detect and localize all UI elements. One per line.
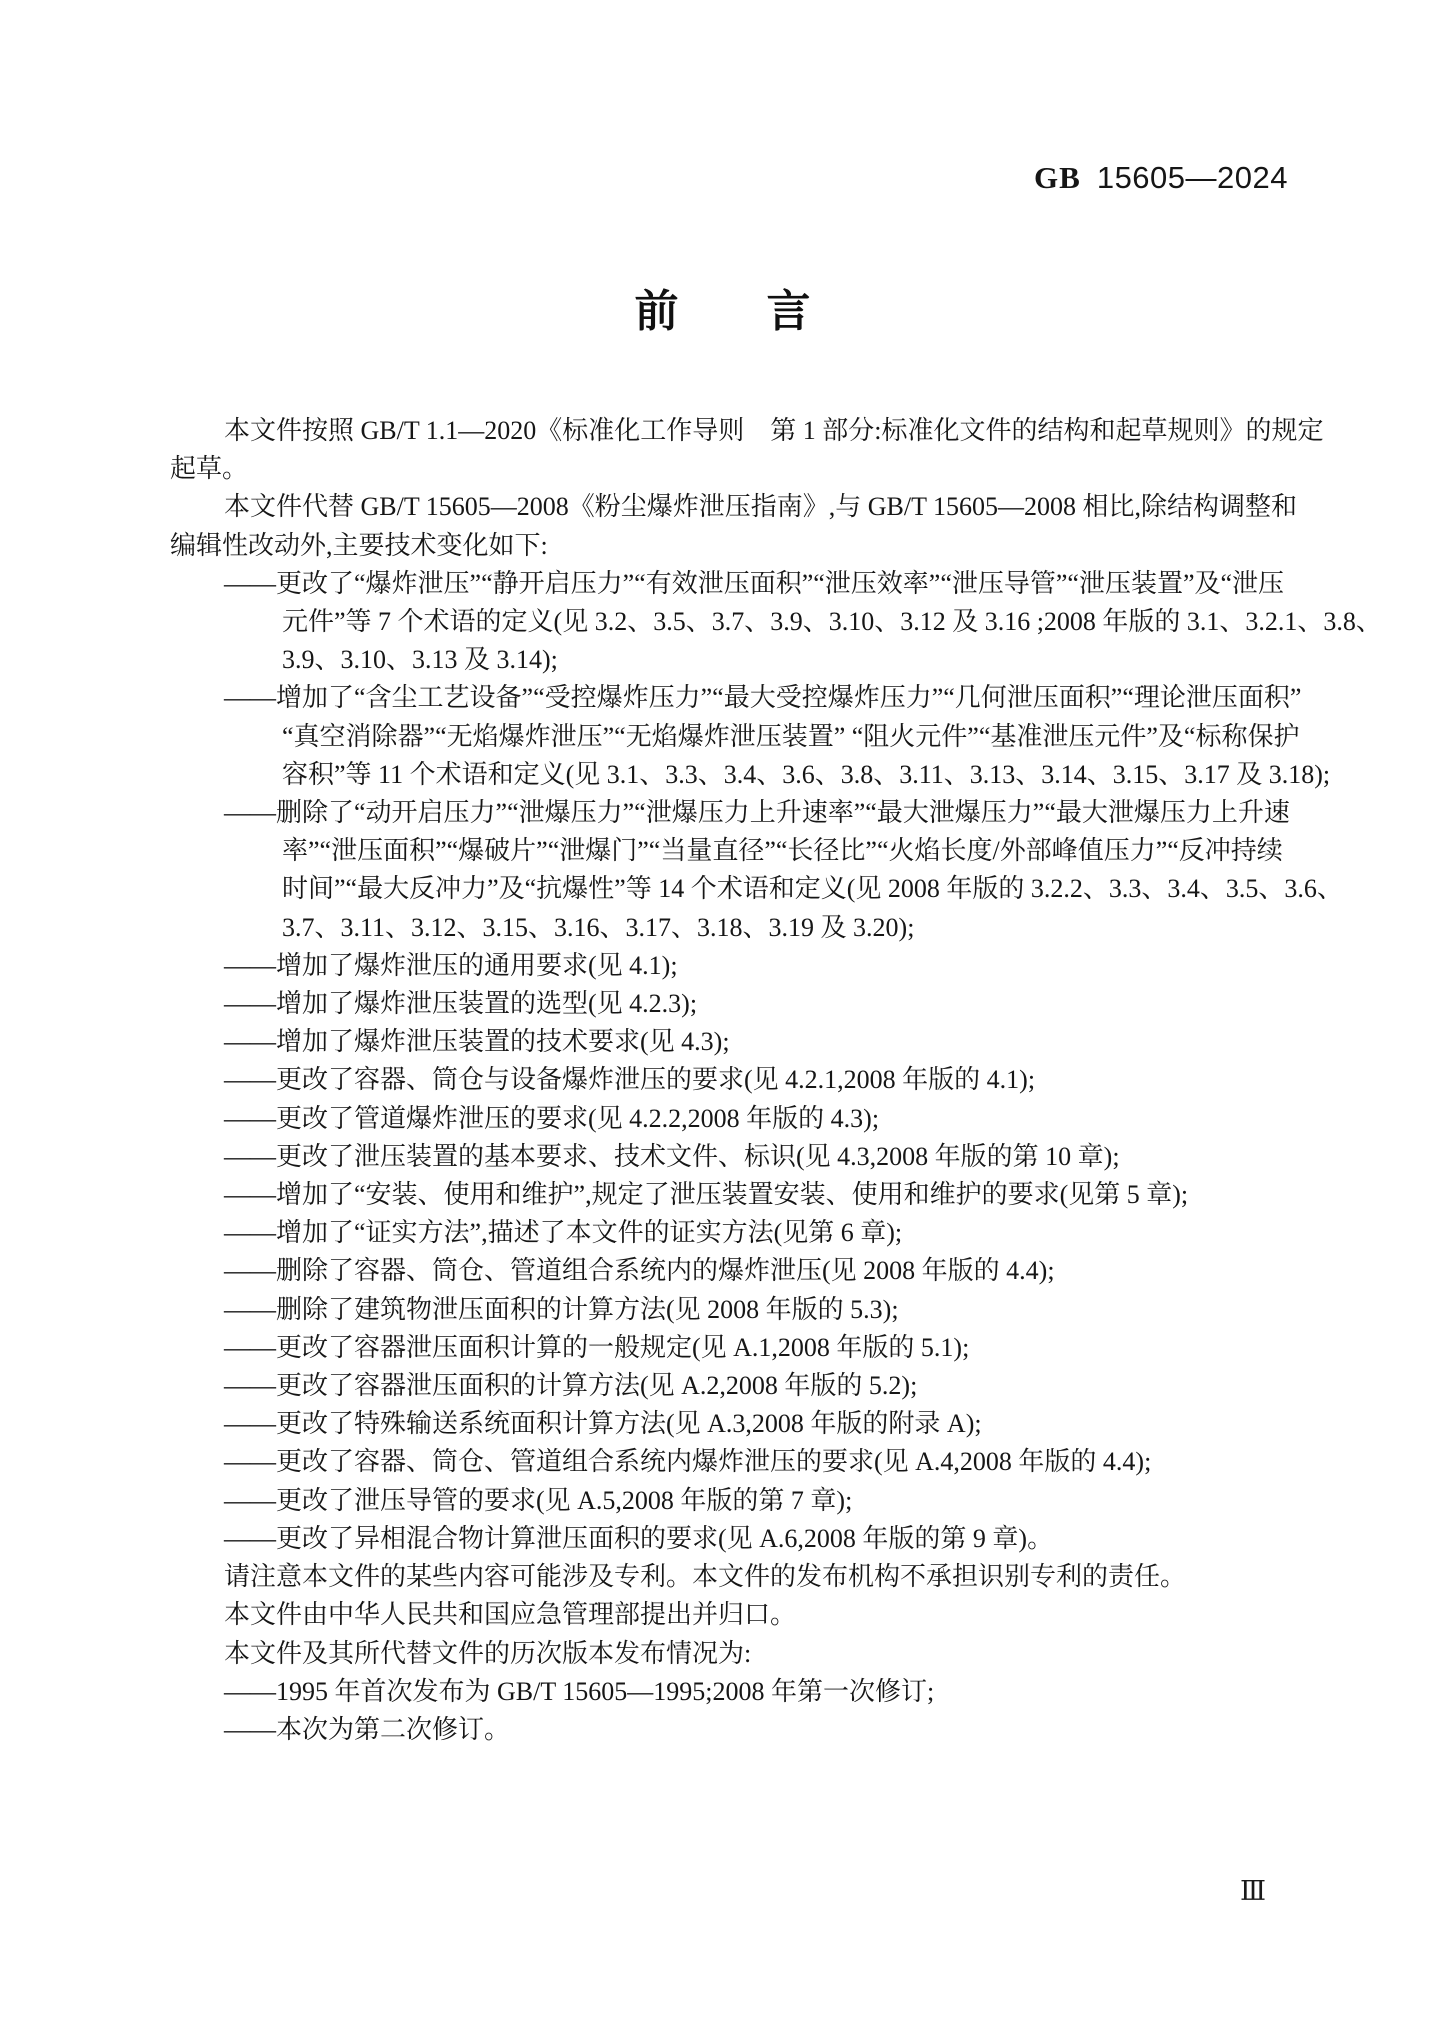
text-line: 3.7、3.11、3.12、3.15、3.16、3.17、3.18、3.19 及 3.20);	[282, 912, 915, 942]
text-line: 本文件及其所代替文件的历次版本发布情况为:	[224, 1638, 752, 1668]
standard-number-header	[1034, 160, 1288, 196]
text-line: 编辑性改动外,主要技术变化如下:	[170, 530, 548, 560]
text-line: ——更改了异相混合物计算泄压面积的要求(见 A.6,2008 年版的第 9 章)。	[224, 1523, 1054, 1553]
text-line: ——1995 年首次发布为 GB/T 15605—1995;2008 年第一次修订;	[224, 1676, 935, 1706]
text-line: ——删除了容器、筒仓、管道组合系统内的爆炸泄压(见 2008 年版的 4.4);	[224, 1256, 1055, 1286]
text-line: 3.9、3.10、3.13 及 3.14);	[282, 645, 558, 675]
document-body	[170, 412, 1382, 1749]
standard-code: GB	[1034, 160, 1081, 195]
text-line: ——更改了容器、筒仓、管道组合系统内爆炸泄压的要求(见 A.4,2008 年版的 4.4);	[224, 1447, 1152, 1477]
text-line: ——增加了爆炸泄压的通用要求(见 4.1);	[224, 950, 678, 980]
text-line: 本文件按照 GB/T 1.1—2020《标准化工作导则 第 1 部分:标准化文件的结构和起草规则》的规定	[224, 416, 1324, 445]
page-number: Ⅲ	[1240, 1876, 1267, 1906]
text-line: 容积”等 11 个术语和定义(见 3.1、3.3、3.4、3.6、3.8、3.11、3.13、3.14、3.15、3.17 及 3.18);	[282, 759, 1331, 789]
text-line: 时间”“最大反冲力”及“抗爆性”等 14 个术语和定义(见 2008 年版的 3.2.2、3.3、3.4、3.5、3.6、	[282, 874, 1343, 904]
text-line: ——更改了容器、筒仓与设备爆炸泄压的要求(见 4.2.1,2008 年版的 4.1);	[224, 1065, 1036, 1095]
text-line: ——更改了管道爆炸泄压的要求(见 4.2.2,2008 年版的 4.3);	[224, 1103, 880, 1133]
text-line: ——增加了爆炸泄压装置的技术要求(见 4.3);	[224, 1027, 730, 1057]
standard-year-number: 15605—2024	[1096, 160, 1288, 195]
text-line: ——增加了“含尘工艺设备”“受控爆炸压力”“最大受控爆炸压力”“几何泄压面积”“理论泄压面积”	[224, 683, 1302, 713]
text-line: ——增加了爆炸泄压装置的选型(见 4.2.3);	[224, 989, 698, 1019]
page-title-foreword: 前 言	[634, 287, 811, 336]
text-line: 率”“泄压面积”“爆破片”“泄爆门”“当量直径”“长径比”“火焰长度/外部峰值压力”“反冲持续	[282, 836, 1283, 866]
text-line: ——更改了容器泄压面积的计算方法(见 A.2,2008 年版的 5.2);	[224, 1371, 918, 1401]
text-line: ——本次为第二次修订。	[224, 1714, 511, 1744]
text-line: ——更改了泄压导管的要求(见 A.5,2008 年版的第 7 章);	[224, 1485, 853, 1515]
text-line: 元件”等 7 个术语的定义(见 3.2、3.5、3.7、3.9、3.10、3.12 及 3.16 ;2008 年版的 3.1、3.2.1、3.8、	[282, 607, 1382, 637]
text-line: ——增加了“安装、使用和维护”,规定了泄压装置安装、使用和维护的要求(见第 5 章);	[224, 1180, 1189, 1210]
text-line: 本文件由中华人民共和国应急管理部提出并归口。	[224, 1600, 797, 1630]
text-line: ——更改了“爆炸泄压”“静开启压力”“有效泄压面积”“泄压效率”“泄压导管”“泄压装置”及“泄压	[224, 568, 1285, 598]
text-line: 请注意本文件的某些内容可能涉及专利。本文件的发布机构不承担识别专利的责任。	[224, 1562, 1187, 1592]
text-line: ——更改了容器泄压面积计算的一般规定(见 A.1,2008 年版的 5.1);	[224, 1332, 970, 1362]
text-line: ——删除了“动开启压力”“泄爆压力”“泄爆压力上升速率”“最大泄爆压力”“最大泄爆压力上升速	[224, 798, 1290, 828]
text-line: “真空消除器”“无焰爆炸泄压”“无焰爆炸泄压装置” “阻火元件”“基准泄压元件”及“标称保护	[282, 721, 1300, 751]
text-line: 本文件代替 GB/T 15605—2008《粉尘爆炸泄压指南》,与 GB/T 15605—2008 相比,除结构调整和	[224, 492, 1298, 522]
text-line: 起草。	[170, 454, 249, 484]
text-line: ——更改了特殊输送系统面积计算方法(见 A.3,2008 年版的附录 A);	[224, 1409, 982, 1439]
text-line: ——删除了建筑物泄压面积的计算方法(见 2008 年版的 5.3);	[224, 1294, 899, 1324]
text-line: ——增加了“证实方法”,描述了本文件的证实方法(见第 6 章);	[224, 1218, 903, 1248]
text-line: ——更改了泄压装置的基本要求、技术文件、标识(见 4.3,2008 年版的第 10 章);	[224, 1141, 1120, 1171]
